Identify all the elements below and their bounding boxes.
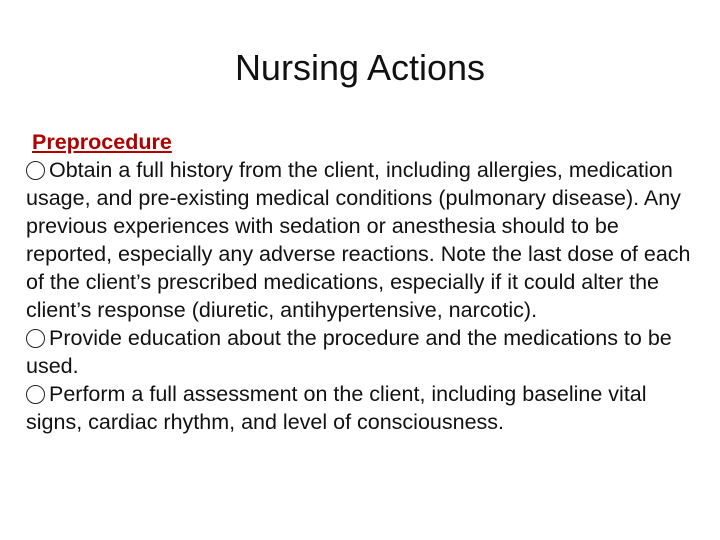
list-item: [26, 380, 702, 436]
list-item-text: Provide education about the procedure and the medications to be used.: [26, 326, 672, 378]
slide-title: Nursing Actions: [234, 47, 486, 88]
list-item-text: Obtain a full history from the client, including allergies, medication usage, and pre-existing medical conditions (pulmonary disease). Any previous experiences with sedation or anesthesia should to be reported, especially any adverse reactions. Note the last dose of each of the client’s prescribed medications, especially if it could alter the client’s response (diuretic, antihypertensive, narcotic).: [26, 158, 691, 322]
slide-body: [26, 128, 702, 436]
list-item: [26, 324, 702, 380]
circle-bullet-icon: [26, 161, 45, 180]
circle-bullet-icon: [26, 329, 45, 348]
list-item-text: Perform a full assessment on the client, including baseline vital signs, cardiac rhythm, and level of consciousness.: [26, 382, 647, 434]
section-heading-preprocedure: Preprocedure: [32, 130, 172, 154]
circle-bullet-icon: [26, 385, 45, 404]
list-item: [26, 156, 702, 324]
